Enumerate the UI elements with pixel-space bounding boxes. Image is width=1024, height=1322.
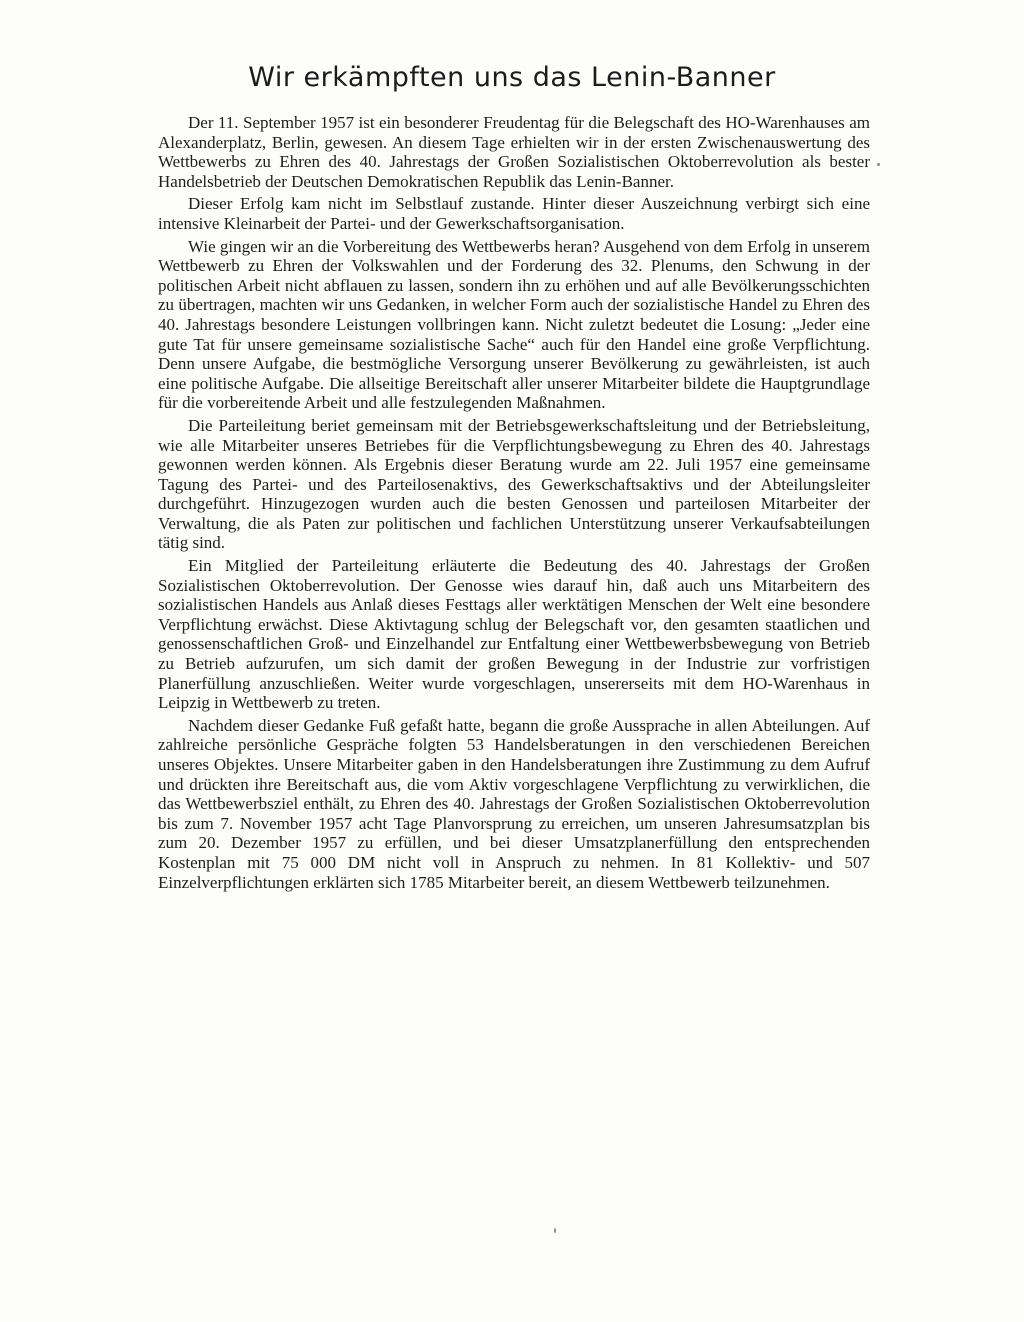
paragraph: Ein Mitglied der Parteileitung erläuterte die Bedeutung des 40. Jahrestags der Großen Sozialistischen Oktoberrevolution. Der Genosse wies darauf hin, daß auch uns Mitarbeitern des sozialistischen Handels aus Anlaß dieses Festtags aller werktätigen Menschen der Welt eine besondere Verpflichtung erwächst. Diese Aktivtagung schlug der Belegschaft vor, den gesamten staatlichen und genossenschaftlichen Groß- und Einzelhandel zur Entfaltung einer Wettbewerbsbewegung von Betrieb zu Betrieb aufzurufen, um sich damit der großen Bewegung in der Industrie zur vorfristigen Planerfüllung anzuschließen. Weiter wurde vorgeschlagen, unsererseits mit dem HO-Warenhaus in Leipzig in Wettbewerb zu treten. <box>158 556 870 713</box>
paragraph: Nachdem dieser Gedanke Fuß gefaßt hatte, begann die große Aussprache in allen Abteilungen. Auf zahlreiche persönliche Gespräche folgten 53 Handelsberatungen in den verschiedenen Bereichen unseres Objektes. Unsere Mitarbeiter gaben in den Handelsberatungen ihre Zustimmung zu dem Aufruf und drückten ihre Bereitschaft aus, die vom Aktiv vorgeschlagene Verpflichtung zu verwirklichen, die das Wettbewerbsziel enthält, zu Ehren des 40. Jahrestags der Großen Sozialistischen Oktoberrevolution bis zum 7. November 1957 acht Tage Planvorsprung zu erreichen, um unseren Jahresumsatzplan bis zum 20. Dezember 1957 zu erfüllen, und bei dieser Umsatzplanerfüllung den entsprechenden Kostenplan mit 75 000 DM nicht voll in Anspruch zu nehmen. In 81 Kollektiv- und 507 Einzelverpflichtungen erklärten sich 1785 Mitarbeiter bereit, an diesem Wettbewerb teilzunehmen. <box>158 715 870 892</box>
paragraph: Dieser Erfolg kam nicht im Selbstlauf zustande. Hinter dieser Auszeichnung verbirgt sich eine intensive Kleinarbeit der Partei- und der Gewerkschaftsorganisation. <box>158 194 870 233</box>
article-title: Wir erkämpften uns das Lenin-Banner <box>248 62 776 93</box>
print-speck <box>554 1228 556 1233</box>
article-body <box>158 113 870 892</box>
print-speck <box>877 163 880 166</box>
paragraph: Wie gingen wir an die Vorbereitung des Wettbewerbs heran? Ausgehend von dem Erfolg in unserem Wettbewerb zu Ehren der Volkswahlen und der Forderung des 32. Plenums, den Schwung in der politischen Arbeit nicht abflauen zu lassen, sondern ihn zu erhöhen und auf alle Bevölkerungsschichten zu übertragen, machten wir uns Gedanken, in welcher Form auch der sozialistische Handel zu Ehren des 40. Jahrestags besondere Leistungen vollbringen kann. Nicht zuletzt bedeutet die Losung: „Jeder eine gute Tat für unsere gemeinsame sozialistische Sache“ auch für den Handel eine große Verpflichtung. Denn unsere Aufgabe, die bestmögliche Versorgung unserer Bevölkerung zu gewährleisten, ist auch eine politische Aufgabe. Die allseitige Bereitschaft aller unserer Mitarbeiter bildete die Hauptgrundlage für die vorbereitende Arbeit und alle festzulegenden Maßnahmen. <box>158 236 870 413</box>
paragraph: Die Parteileitung beriet gemeinsam mit der Betriebsgewerkschaftsleitung und der Betriebsleitung, wie alle Mitarbeiter unseres Betriebes für die Verpflichtungsbewegung zu Ehren des 40. Jahrestags gewonnen werden können. Als Ergebnis dieser Beratung wurde am 22. Juli 1957 eine gemeinsame Tagung des Partei- und des Parteilosenaktivs, des Gewerkschaftsaktivs und der Abteilungsleiter durchgeführt. Hinzugezogen wurden auch die besten Genossen und parteilosen Mitarbeiter der Verwaltung, die als Paten zur politischen und fachlichen Unterstützung unserer Verkaufsabteilungen tätig sind. <box>158 415 870 553</box>
paragraph: Der 11. September 1957 ist ein besonderer Freudentag für die Belegschaft des HO-Warenhauses am Alexanderplatz, Berlin, gewesen. An diesem Tage erhielten wir in der ersten Zwischenauswertung des Wettbewerbs zu Ehren des 40. Jahrestags der Großen Sozialistischen Oktoberrevolution als bester Handelsbetrieb der Deutschen Demokratischen Republik das Lenin-Banner. <box>158 113 870 191</box>
